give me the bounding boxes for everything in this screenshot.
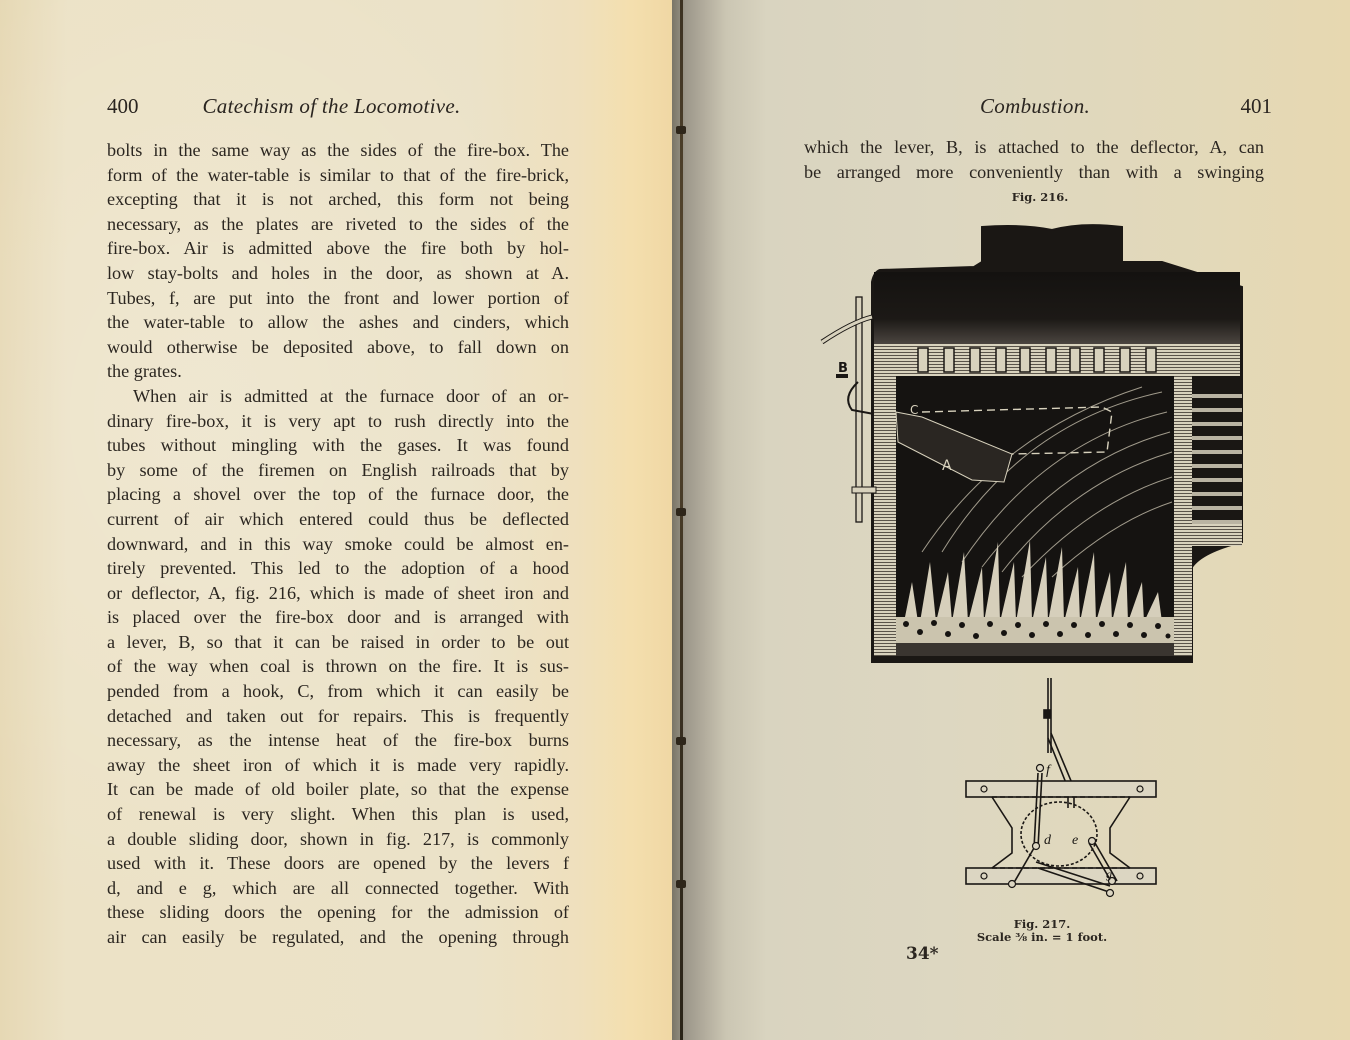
figure-217-caption: Fig. 217. <box>1013 917 1071 931</box>
text-line: is placed over the fire-box door and is arranged with <box>107 607 569 628</box>
text-line: or deflector, A, fig. 216, which is made of sheet iron and <box>107 582 569 603</box>
page-number-left: 400 <box>107 94 139 118</box>
figure-216-caption: Fig. 216. <box>1011 190 1069 204</box>
paragraph-start-line: When air is admitted at the furnace door of an or- <box>133 385 569 406</box>
text-line: fire-box. Air is admitted above the fire both by hol- <box>107 238 569 259</box>
text-line: Tubes, f, are put into the front and lower portion of <box>107 287 569 308</box>
label-e: e <box>1072 833 1079 848</box>
label-d: d <box>1044 833 1051 848</box>
text-line: used with it. These doors are opened by the levers f <box>107 853 569 874</box>
text-line: the water-table to allow the ashes and cinders, which <box>107 312 569 333</box>
text-line: air can easily be regulated, and the opening through <box>107 927 569 947</box>
right-page <box>672 0 1350 1040</box>
text-line: tirely prevented. This led to the adoption of a hood <box>107 558 569 579</box>
label-c: C <box>910 403 919 417</box>
left-body-text <box>107 138 569 950</box>
binding-stitch <box>676 126 686 134</box>
figure-217-caption-block <box>932 918 1152 944</box>
figure-217-sliding-door-illustration <box>962 678 1162 908</box>
label-b: B <box>838 361 848 376</box>
signature-mark: 34* <box>906 944 939 964</box>
text-line: pended from a hook, C, from which it can easily be <box>107 681 569 702</box>
text-line: by some of the firemen on English railroads that by <box>107 459 569 480</box>
label-g: g <box>1106 867 1112 881</box>
text-line: bolts in the same way as the sides of the fire-box. The <box>107 140 569 160</box>
label-f: f <box>1046 763 1050 778</box>
text-line: be arranged more conveniently than with a swinging <box>804 161 1264 182</box>
binding-stitch <box>676 508 686 516</box>
text-line: dinary fire-box, it is very apt to rush directly into the <box>107 410 569 431</box>
text-line: downward, and in this way smoke could be almost en- <box>107 533 569 554</box>
text-line: of renewal is very slight. When this plan is used, <box>107 804 569 825</box>
text-line: away the sheet iron of which it is made very rapidly. <box>107 754 569 775</box>
text-line: tubes without mingling with the gases. It was found <box>107 435 569 456</box>
label-a: A <box>942 458 952 474</box>
text-line: would otherwise be deposited above, to fall down on <box>107 336 569 357</box>
right-running-head <box>980 94 1272 118</box>
text-line: which the lever, B, is attached to the deflector, A, can <box>804 137 1264 157</box>
page-number-right: 401 <box>1240 94 1272 118</box>
text-line: d, and e g, which are all connected together. With <box>107 877 569 898</box>
text-line: It can be made of old boiler plate, so that the expense <box>107 779 569 800</box>
text-line: the grates. <box>107 361 182 382</box>
text-line: a lever, B, so that it can be raised in order to be out <box>107 631 569 652</box>
text-line: excepting that it is not arched, this form not being <box>107 189 569 210</box>
figure-216-firebox-illustration <box>822 222 1252 672</box>
text-line: placing a shovel over the top of the furnace door, the <box>107 484 569 505</box>
binding-stitch <box>676 880 686 888</box>
figure-217-scale: Scale ⅜ in. = 1 foot. <box>976 930 1108 944</box>
text-line: these sliding doors the opening for the admission of <box>107 902 569 923</box>
text-line: necessary, as the intense heat of the fire-box burns <box>107 730 569 751</box>
text-line: necessary, as the plates are riveted to the sides of the <box>107 213 569 234</box>
text-line: form of the water-table is similar to that of the fire-brick, <box>107 164 569 185</box>
text-line: low stay-bolts and holes in the door, as shown at A. <box>107 262 569 283</box>
text-line: detached and taken out for repairs. This is frequently <box>107 705 569 726</box>
book-title-header: Catechism of the Locomotive. <box>202 94 461 118</box>
text-line: current of air which entered could thus be deflected <box>107 508 569 529</box>
left-running-head <box>107 94 577 118</box>
chapter-title-header: Combustion. <box>980 94 1091 118</box>
text-line: a double sliding door, shown in fig. 217, is commonly <box>107 828 569 849</box>
binding-stitch <box>676 737 686 745</box>
right-body-text <box>804 135 1264 184</box>
left-page <box>0 0 672 1040</box>
text-line: of the way when coal is thrown on the fire. It is sus- <box>107 656 569 677</box>
